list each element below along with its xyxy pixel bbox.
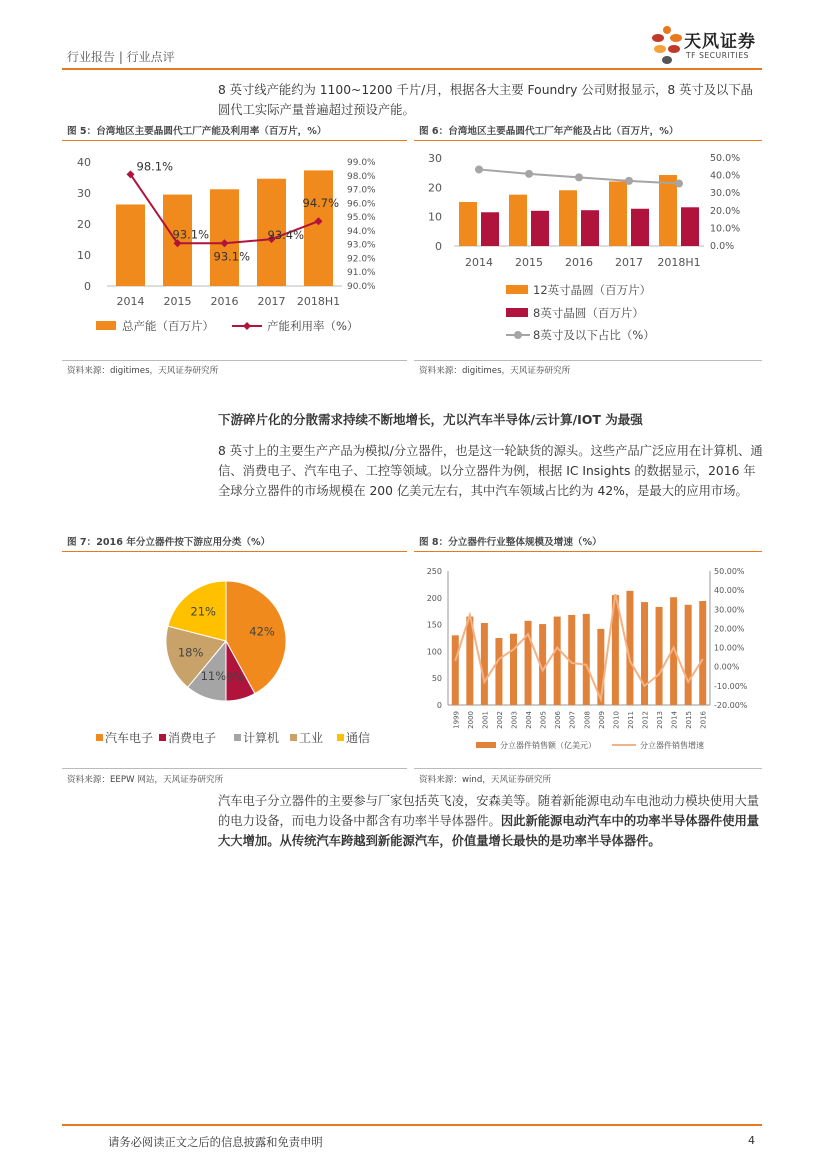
fig8-title-rule [414, 551, 762, 552]
x-tick-label: 2016 [565, 256, 593, 269]
x-tick-label: 2000 [466, 711, 475, 729]
y-right-tick-label: 93.0% [347, 240, 376, 251]
y-right-tick-label: -10.00% [714, 681, 748, 691]
legend-marker-share [514, 331, 522, 339]
bar-8inch-wafer [581, 210, 599, 246]
y-left-tick-label: 100 [426, 647, 442, 657]
y-left-tick-label: 0 [435, 240, 442, 253]
y-right-tick-label: 10.0% [710, 223, 741, 235]
x-tick-label: 2014 [465, 256, 493, 269]
y-right-tick-label: 94.0% [347, 226, 376, 237]
page-number: 4 [748, 1134, 755, 1147]
bar-discrete-sales [554, 617, 561, 705]
x-tick-label: 2008 [583, 711, 592, 729]
paragraph-3-normal: 汽车电子分立器件的主要参与厂家包括英飞凌，安森美等。随着新能源电动车电池动力模块使用大量的电力设备，而电力设备中都含有功率半导体器件。 [218, 794, 760, 828]
legend-label: 通信 [346, 731, 371, 745]
legend-swatch [96, 734, 103, 741]
fig5-title: 图 5：台湾地区主要晶圆代工厂产能及利用率（百万片，%） [67, 126, 327, 137]
x-tick-label: 2015 [685, 711, 694, 729]
data-label-utilization: 93.1% [213, 249, 251, 264]
fig5-source: 资料来源：digitimes，天风证券研究所 [67, 366, 219, 376]
bar-discrete-sales [685, 605, 692, 705]
y-left-tick-label: 40 [77, 156, 91, 169]
x-tick-label: 2013 [656, 711, 665, 729]
y-right-tick-label: 30.0% [710, 188, 741, 200]
y-left-tick-label: 30 [77, 187, 91, 200]
legend-label-sales: 分立器件销售额（亿美元） [500, 741, 596, 750]
y-left-tick-label: 20 [77, 218, 91, 231]
legend-swatch [290, 734, 297, 741]
y-right-tick-label: 50.0% [710, 153, 741, 164]
y-right-tick-label: 20.00% [714, 624, 745, 634]
fig5-chart [62, 142, 407, 360]
legend-label-utilization: 产能利用率（%） [267, 319, 359, 333]
y-right-tick-label: 92.0% [347, 254, 376, 265]
y-right-tick-label: 10.00% [714, 643, 745, 653]
legend-label-growth: 分立器件销售增速 [640, 741, 704, 750]
footer-rule [62, 1124, 762, 1126]
y-right-tick-label: 40.0% [710, 170, 741, 182]
bar-12inch-wafer [609, 181, 627, 246]
y-left-tick-label: 250 [426, 567, 442, 576]
data-label-utilization: 93.1% [172, 227, 210, 242]
bar-discrete-sales [583, 614, 590, 705]
y-right-tick-label: 98.0% [347, 171, 376, 182]
y-right-tick-label: 50.00% [714, 567, 745, 576]
header-rule [62, 68, 762, 70]
x-tick-label: 2007 [568, 711, 577, 729]
body-paragraph-2: 8 英寸上的主要生产产品为模拟/分立器件，也是这一轮缺货的源头。这些产品广泛应用在计算机、通信、消费电子、汽车电子、工控等领域。以分立器件为例，根据 IC Insights 的数据显示，2016 年全球分立器件的市场规模在 200 亿美元左右，其中汽车领域占比约为 42%，是最大的应用市场。 [218, 444, 763, 498]
x-tick-label: 2014 [670, 711, 679, 729]
marker-8inch-share [475, 165, 483, 173]
x-tick-label: 2006 [554, 711, 563, 729]
bar-total-capacity [210, 189, 239, 286]
fig8-source-rule [414, 768, 762, 769]
fig8-source: 资料来源：wind，天风证券研究所 [419, 775, 552, 785]
fig6-title-rule [414, 140, 762, 141]
bar-8inch-wafer [481, 212, 499, 246]
legend-swatch-12inch [506, 285, 528, 294]
bar-8inch-wafer [681, 207, 699, 246]
logo-text-en: TF SECURITIES [686, 51, 750, 60]
y-right-tick-label: 99.0% [347, 158, 376, 168]
fig6-title: 图 6：台湾地区主要晶圆代工厂年产能及占比（百万片，%） [419, 126, 679, 137]
y-left-tick-label: 30 [428, 152, 442, 165]
legend-swatch-capacity [96, 321, 116, 330]
x-tick-label: 2017 [615, 256, 643, 269]
fig8-title: 图 8：分立器件行业整体规模及增速（%） [419, 537, 602, 548]
y-right-tick-label: 96.0% [347, 199, 376, 210]
legend-label-capacity: 总产能（百万片） [122, 319, 214, 333]
fig6-chart [414, 142, 762, 360]
fig7-source: 资料来源：EEPW 网站，天风证券研究所 [67, 775, 224, 785]
x-tick-label: 2015 [163, 295, 192, 308]
bar-discrete-sales [699, 601, 706, 705]
x-tick-label: 1999 [452, 711, 461, 729]
bar-total-capacity [116, 204, 145, 286]
y-right-tick-label: 91.0% [347, 268, 376, 279]
fig7-chart [62, 553, 407, 767]
x-tick-label: 2001 [481, 711, 490, 729]
y-left-tick-label: 10 [77, 249, 91, 262]
legend-label-12inch: 12英寸晶圆（百万片） [533, 283, 652, 297]
y-left-tick-label: 0 [84, 280, 91, 293]
x-tick-label: 2018H1 [296, 295, 341, 308]
bar-12inch-wafer [559, 190, 577, 246]
legend-label: 汽车电子 [105, 731, 154, 745]
marker-8inch-share [525, 170, 533, 178]
header-section-label: 行业报告 | 行业点评 [67, 50, 175, 64]
y-right-tick-label: 90.0% [347, 282, 376, 292]
body-paragraph-3 [218, 791, 763, 851]
y-right-tick-label: 30.00% [714, 605, 745, 615]
logo-flower-icon [650, 24, 684, 68]
y-left-tick-label: 200 [426, 593, 442, 603]
x-tick-label: 2004 [525, 711, 534, 729]
x-tick-label: 2017 [257, 295, 286, 308]
fig5-title-rule [62, 140, 407, 141]
x-tick-label: 2011 [626, 711, 635, 729]
legend-label-8inch: 8英寸晶圆（百万片） [533, 306, 644, 320]
x-tick-label: 2002 [495, 711, 504, 729]
y-left-tick-label: 10 [428, 210, 442, 224]
fig8-chart [414, 553, 762, 767]
footer-disclaimer: 请务必阅读正文之后的信息披露和免责申明 [108, 1136, 323, 1149]
marker-8inch-share [575, 173, 583, 181]
pie-data-label: 11% [200, 669, 227, 684]
fig5-source-rule [62, 360, 407, 361]
x-tick-label: 2009 [597, 711, 606, 729]
legend-swatch [234, 734, 241, 741]
pie-data-label: 18% [177, 645, 204, 660]
bar-12inch-wafer [509, 195, 527, 246]
x-tick-label: 2012 [641, 711, 650, 729]
x-tick-label: 2005 [539, 711, 548, 729]
legend-label-share: 8英寸及以下占比（%） [533, 328, 655, 342]
pie-data-label: 8% [226, 670, 245, 685]
logo-text-cn: 天风证券 [684, 32, 756, 52]
fig7-title-rule [62, 551, 407, 552]
fig7-source-rule [62, 768, 407, 769]
bar-8inch-wafer [631, 209, 649, 246]
bar-discrete-sales [481, 623, 488, 705]
bar-12inch-wafer [459, 202, 477, 246]
bar-discrete-sales [452, 635, 459, 705]
data-label-utilization: 93.4% [267, 228, 305, 243]
y-right-tick-label: -20.00% [714, 701, 748, 710]
y-right-tick-label: 0.0% [710, 241, 735, 252]
marker-8inch-share [625, 177, 633, 185]
y-right-tick-label: 95.0% [347, 213, 376, 224]
data-label-utilization: 94.7% [302, 196, 340, 211]
y-right-tick-label: 0.00% [714, 662, 740, 672]
intro-paragraph: 8 英寸线产能约为 1100~1200 千片/月，根据各大主要 Foundry 公司财报显示，8 英寸及以下晶圆代工实际产量普遍超过预设产能。 [218, 83, 753, 117]
x-tick-label: 2014 [116, 295, 145, 308]
legend-swatch-8inch [506, 308, 528, 317]
legend-label: 计算机 [243, 731, 280, 745]
bar-12inch-wafer [659, 175, 677, 246]
y-right-tick-label: 20.0% [710, 205, 741, 217]
fig6-source-rule [414, 360, 762, 361]
bar-discrete-sales [495, 638, 502, 705]
y-left-tick-label: 0 [436, 701, 442, 710]
x-tick-label: 2003 [510, 711, 519, 729]
x-tick-label: 2015 [515, 256, 543, 269]
y-right-tick-label: 97.0% [347, 185, 376, 196]
legend-marker-utilization [243, 322, 251, 330]
x-tick-label: 2016 [210, 295, 239, 308]
pie-data-label: 21% [190, 604, 216, 619]
pie-data-label: 42% [249, 624, 275, 639]
legend-label: 消费电子 [168, 731, 217, 745]
y-right-tick-label: 40.00% [714, 586, 745, 596]
legend-swatch-sales [476, 742, 496, 748]
y-left-tick-label: 20 [428, 181, 442, 195]
bar-total-capacity [304, 170, 333, 286]
section-heading: 下游碎片化的分散需求持续不断地增长，尤以汽车半导体/云计算/IOT 为最强 [218, 412, 643, 427]
y-left-tick-label: 50 [431, 674, 442, 684]
marker-8inch-share [675, 180, 683, 188]
company-logo [650, 24, 770, 70]
data-label-utilization: 98.1% [136, 159, 174, 174]
legend-label: 工业 [299, 731, 324, 745]
fig7-title: 图 7：2016 年分立器件按下游应用分类（%） [67, 537, 271, 548]
paragraph-3-emphasis: 因此新能源电动汽车中的功率半导体器件使用量大大增加。从传统汽车跨越到新能源汽车，价值量增长最快的是功率半导体器件。 [218, 814, 760, 848]
fig6-source: 资料来源：digitimes，天风证券研究所 [419, 366, 571, 376]
y-left-tick-label: 150 [426, 620, 442, 630]
bar-8inch-wafer [531, 211, 549, 246]
bar-discrete-sales [510, 634, 517, 705]
line-discrete-growth [455, 594, 702, 699]
bar-discrete-sales [641, 602, 648, 705]
x-tick-label: 2016 [699, 711, 708, 729]
x-tick-label: 2010 [612, 711, 621, 729]
legend-swatch [337, 734, 344, 741]
legend-swatch [159, 734, 166, 741]
x-tick-label: 2018H1 [657, 256, 701, 269]
bar-discrete-sales [656, 607, 663, 705]
